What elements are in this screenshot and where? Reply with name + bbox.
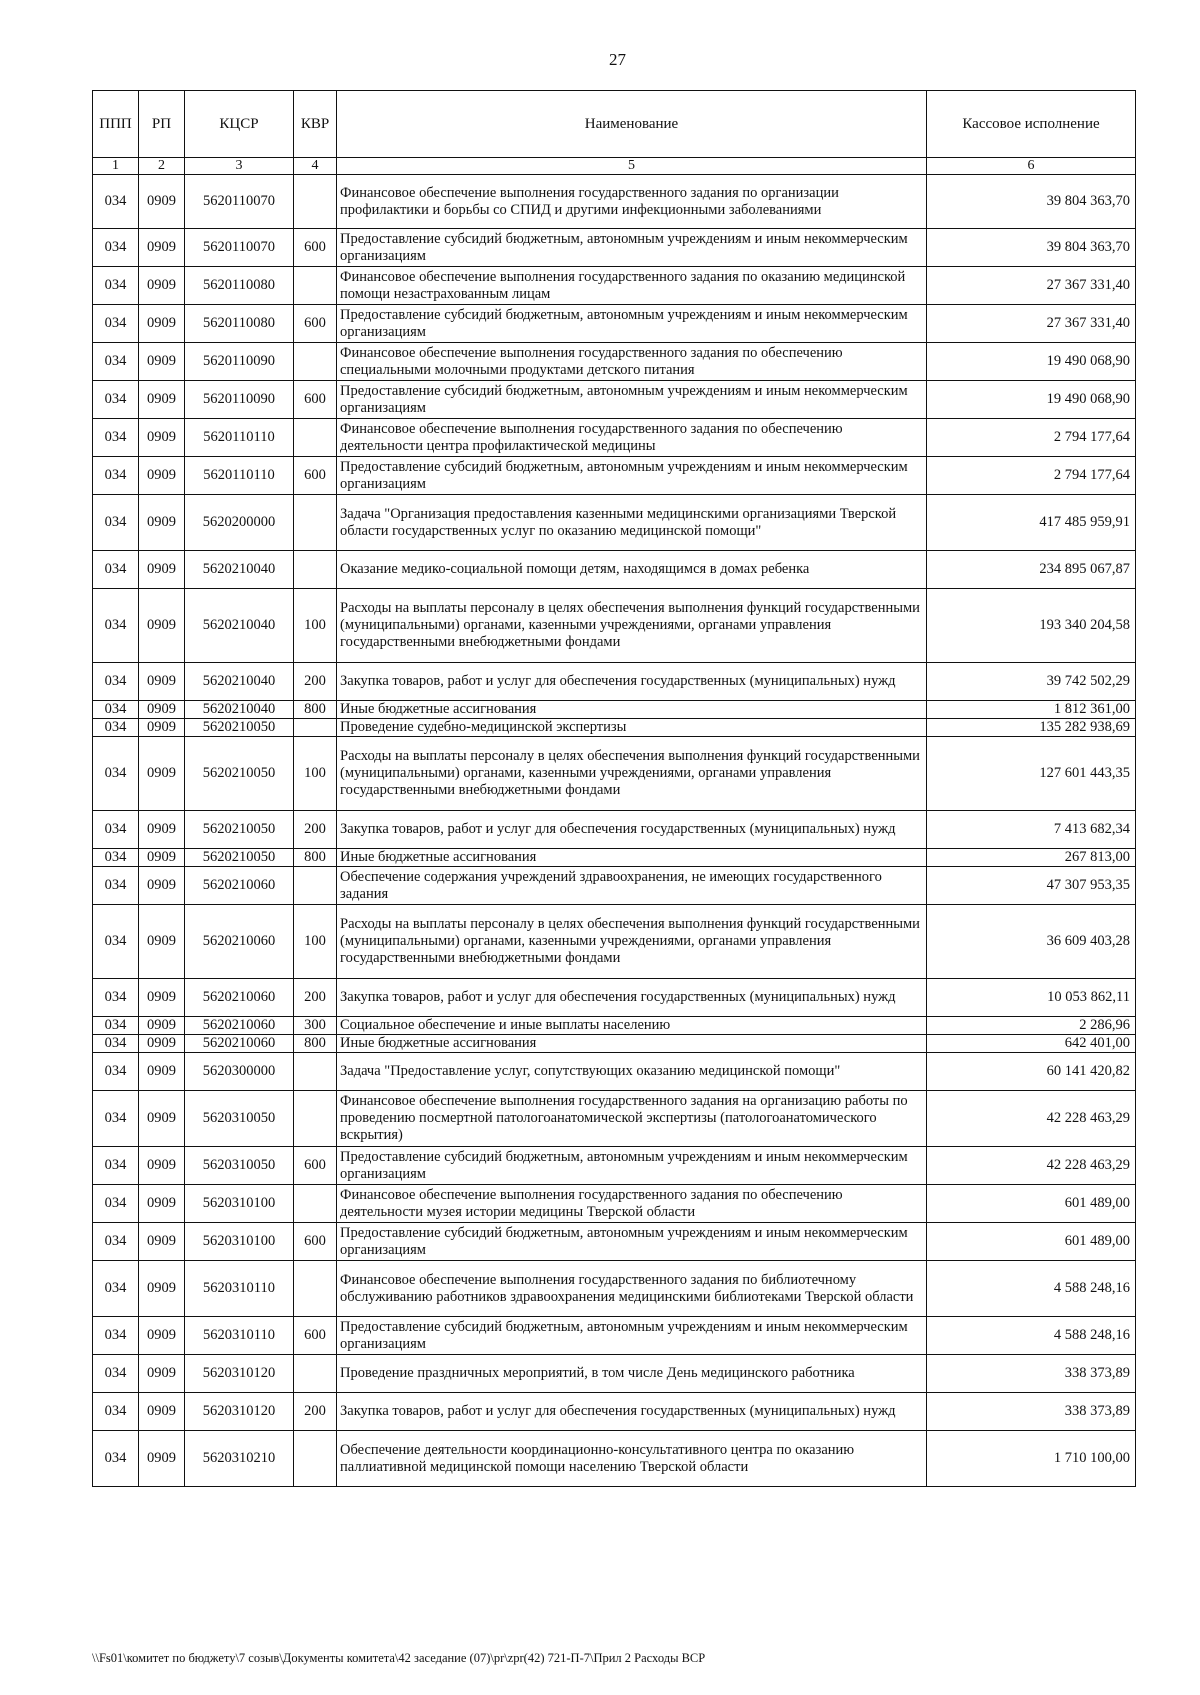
column-number: 3 <box>185 158 294 175</box>
cell-kvr: 600 <box>294 457 337 495</box>
table-row <box>93 701 1136 719</box>
cell-kvr: 200 <box>294 811 337 849</box>
cell-ppp: 034 <box>93 1185 139 1223</box>
cell-amount: 1 710 100,00 <box>927 1431 1136 1487</box>
cell-kcsr: 5620210060 <box>185 979 294 1017</box>
cell-amount: 2 794 177,64 <box>927 457 1136 495</box>
cell-name: Иные бюджетные ассигнования <box>337 1035 927 1053</box>
cell-name: Закупка товаров, работ и услуг для обеспечения государственных (муниципальных) нужд <box>337 663 927 701</box>
cell-rp: 0909 <box>139 701 185 719</box>
cell-kvr: 600 <box>294 229 337 267</box>
cell-ppp: 034 <box>93 663 139 701</box>
cell-ppp: 034 <box>93 381 139 419</box>
cell-kvr: 200 <box>294 1393 337 1431</box>
table-row <box>93 419 1136 457</box>
table-row <box>93 381 1136 419</box>
cell-kvr: 800 <box>294 701 337 719</box>
cell-kcsr: 5620110080 <box>185 305 294 343</box>
table-row <box>93 719 1136 737</box>
cell-name: Финансовое обеспечение выполнения государственного задания по обеспечению деятельности центра профилактической медицины <box>337 419 927 457</box>
cell-ppp: 034 <box>93 343 139 381</box>
column-number: 4 <box>294 158 337 175</box>
cell-amount: 338 373,89 <box>927 1393 1136 1431</box>
cell-kvr <box>294 343 337 381</box>
cell-kcsr: 5620310100 <box>185 1185 294 1223</box>
cell-ppp: 034 <box>93 1261 139 1317</box>
table-row <box>93 811 1136 849</box>
cell-amount: 1 812 361,00 <box>927 701 1136 719</box>
cell-name: Задача "Организация предоставления казенными медицинскими организациями Тверской области государственных услуг по оказанию медицинской помощи" <box>337 495 927 551</box>
cell-name: Закупка товаров, работ и услуг для обеспечения государственных (муниципальных) нужд <box>337 979 927 1017</box>
header-ppp: ППП <box>93 91 139 158</box>
cell-ppp: 034 <box>93 267 139 305</box>
cell-ppp: 034 <box>93 719 139 737</box>
cell-kcsr: 5620310120 <box>185 1393 294 1431</box>
cell-kvr: 100 <box>294 589 337 663</box>
cell-kcsr: 5620210040 <box>185 663 294 701</box>
cell-ppp: 034 <box>93 849 139 867</box>
cell-kvr: 100 <box>294 737 337 811</box>
cell-ppp: 034 <box>93 1035 139 1053</box>
table-row <box>93 1053 1136 1091</box>
cell-name: Расходы на выплаты персоналу в целях обеспечения выполнения функций государственными (муниципальными) органами, казенными учреждениями, органами управления государственными внебюджетными фондами <box>337 737 927 811</box>
cell-kvr <box>294 1355 337 1393</box>
cell-kvr: 600 <box>294 1317 337 1355</box>
table-row <box>93 1317 1136 1355</box>
cell-rp: 0909 <box>139 719 185 737</box>
cell-rp: 0909 <box>139 267 185 305</box>
table-row <box>93 905 1136 979</box>
cell-kcsr: 5620310050 <box>185 1091 294 1147</box>
column-number: 2 <box>139 158 185 175</box>
cell-rp: 0909 <box>139 589 185 663</box>
cell-name: Социальное обеспечение и иные выплаты населению <box>337 1017 927 1035</box>
cell-kcsr: 5620200000 <box>185 495 294 551</box>
table-row <box>93 1393 1136 1431</box>
cell-rp: 0909 <box>139 1431 185 1487</box>
cell-rp: 0909 <box>139 979 185 1017</box>
cell-kvr <box>294 1053 337 1091</box>
cell-name: Предоставление субсидий бюджетным, автономным учреждениям и иным некоммерческим организациям <box>337 1317 927 1355</box>
cell-kvr: 600 <box>294 1147 337 1185</box>
cell-kcsr: 5620110070 <box>185 229 294 267</box>
cell-ppp: 034 <box>93 1393 139 1431</box>
cell-ppp: 034 <box>93 589 139 663</box>
cell-rp: 0909 <box>139 343 185 381</box>
cell-amount: 193 340 204,58 <box>927 589 1136 663</box>
cell-ppp: 034 <box>93 175 139 229</box>
cell-ppp: 034 <box>93 551 139 589</box>
cell-name: Финансовое обеспечение выполнения государственного задания по оказанию медицинской помощи незастрахованным лицам <box>337 267 927 305</box>
cell-name: Предоставление субсидий бюджетным, автономным учреждениям и иным некоммерческим организациям <box>337 457 927 495</box>
cell-name: Проведение судебно-медицинской экспертизы <box>337 719 927 737</box>
cell-amount: 42 228 463,29 <box>927 1091 1136 1147</box>
cell-kvr <box>294 495 337 551</box>
cell-kcsr: 5620110110 <box>185 419 294 457</box>
table-row <box>93 305 1136 343</box>
cell-kcsr: 5620210040 <box>185 551 294 589</box>
cell-ppp: 034 <box>93 1355 139 1393</box>
cell-name: Обеспечение деятельности координационно-консультативного центра по оказанию паллиативной медицинской помощи населению Тверской области <box>337 1431 927 1487</box>
cell-name: Расходы на выплаты персоналу в целях обеспечения выполнения функций государственными (муниципальными) органами, казенными учреждениями, органами управления государственными внебюджетными фондами <box>337 589 927 663</box>
cell-rp: 0909 <box>139 1317 185 1355</box>
cell-amount: 60 141 420,82 <box>927 1053 1136 1091</box>
cell-amount: 27 367 331,40 <box>927 267 1136 305</box>
cell-amount: 127 601 443,35 <box>927 737 1136 811</box>
cell-kvr <box>294 419 337 457</box>
cell-amount: 234 895 067,87 <box>927 551 1136 589</box>
cell-amount: 135 282 938,69 <box>927 719 1136 737</box>
cell-name: Предоставление субсидий бюджетным, автономным учреждениям и иным некоммерческим организациям <box>337 305 927 343</box>
cell-rp: 0909 <box>139 457 185 495</box>
cell-kvr <box>294 867 337 905</box>
cell-rp: 0909 <box>139 1091 185 1147</box>
cell-kvr <box>294 1261 337 1317</box>
table-row <box>93 1147 1136 1185</box>
header-kvr: КВР <box>294 91 337 158</box>
cell-kcsr: 5620310050 <box>185 1147 294 1185</box>
table-row <box>93 1185 1136 1223</box>
header-amount: Кассовое исполнение <box>927 91 1136 158</box>
cell-amount: 39 804 363,70 <box>927 229 1136 267</box>
cell-name: Иные бюджетные ассигнования <box>337 701 927 719</box>
cell-kcsr: 5620210060 <box>185 905 294 979</box>
cell-name: Предоставление субсидий бюджетным, автономным учреждениям и иным некоммерческим организациям <box>337 229 927 267</box>
cell-kvr: 800 <box>294 849 337 867</box>
cell-name: Закупка товаров, работ и услуг для обеспечения государственных (муниципальных) нужд <box>337 811 927 849</box>
table-row <box>93 495 1136 551</box>
cell-rp: 0909 <box>139 1017 185 1035</box>
cell-ppp: 034 <box>93 419 139 457</box>
cell-kvr: 100 <box>294 905 337 979</box>
cell-kcsr: 5620310110 <box>185 1261 294 1317</box>
cell-name: Предоставление субсидий бюджетным, автономным учреждениям и иным некоммерческим организациям <box>337 1223 927 1261</box>
cell-kcsr: 5620210050 <box>185 811 294 849</box>
budget-table <box>92 90 1136 1487</box>
cell-amount: 417 485 959,91 <box>927 495 1136 551</box>
cell-rp: 0909 <box>139 1147 185 1185</box>
cell-kcsr: 5620310110 <box>185 1317 294 1355</box>
cell-kcsr: 5620210060 <box>185 1017 294 1035</box>
cell-kcsr: 5620310120 <box>185 1355 294 1393</box>
cell-amount: 338 373,89 <box>927 1355 1136 1393</box>
cell-ppp: 034 <box>93 457 139 495</box>
cell-amount: 642 401,00 <box>927 1035 1136 1053</box>
cell-name: Финансовое обеспечение выполнения государственного задания по библиотечному обслуживанию работников здравоохранения медицинскими библиотеками Тверской области <box>337 1261 927 1317</box>
cell-amount: 27 367 331,40 <box>927 305 1136 343</box>
cell-kcsr: 5620110090 <box>185 343 294 381</box>
cell-ppp: 034 <box>93 1431 139 1487</box>
table-row <box>93 1035 1136 1053</box>
cell-name: Расходы на выплаты персоналу в целях обеспечения выполнения функций государственными (муниципальными) органами, казенными учреждениями, органами управления государственными внебюджетными фондами <box>337 905 927 979</box>
cell-kvr: 200 <box>294 979 337 1017</box>
table-row <box>93 849 1136 867</box>
cell-kcsr: 5620210050 <box>185 737 294 811</box>
cell-ppp: 034 <box>93 737 139 811</box>
page-number: 27 <box>609 50 626 69</box>
table-row <box>93 1017 1136 1035</box>
cell-ppp: 034 <box>93 1317 139 1355</box>
cell-kvr: 300 <box>294 1017 337 1035</box>
cell-amount: 2 794 177,64 <box>927 419 1136 457</box>
cell-rp: 0909 <box>139 1185 185 1223</box>
cell-amount: 2 286,96 <box>927 1017 1136 1035</box>
cell-kcsr: 5620110080 <box>185 267 294 305</box>
cell-amount: 47 307 953,35 <box>927 867 1136 905</box>
cell-kcsr: 5620310100 <box>185 1223 294 1261</box>
cell-ppp: 034 <box>93 811 139 849</box>
cell-name: Обеспечение содержания учреждений здравоохранения, не имеющих государственного задания <box>337 867 927 905</box>
table-row <box>93 589 1136 663</box>
cell-rp: 0909 <box>139 305 185 343</box>
cell-rp: 0909 <box>139 1053 185 1091</box>
cell-kcsr: 5620210060 <box>185 1035 294 1053</box>
cell-kvr <box>294 551 337 589</box>
header-name: Наименование <box>337 91 927 158</box>
cell-rp: 0909 <box>139 1223 185 1261</box>
cell-rp: 0909 <box>139 495 185 551</box>
cell-ppp: 034 <box>93 979 139 1017</box>
cell-kvr <box>294 719 337 737</box>
cell-amount: 42 228 463,29 <box>927 1147 1136 1185</box>
cell-kcsr: 5620210040 <box>185 701 294 719</box>
cell-kvr: 800 <box>294 1035 337 1053</box>
cell-rp: 0909 <box>139 663 185 701</box>
cell-amount: 19 490 068,90 <box>927 381 1136 419</box>
cell-name: Финансовое обеспечение выполнения государственного задания по обеспечению специальными молочными продуктами детского питания <box>337 343 927 381</box>
table-row <box>93 867 1136 905</box>
cell-name: Задача "Предоставление услуг, сопутствующих оказанию медицинской помощи" <box>337 1053 927 1091</box>
cell-rp: 0909 <box>139 811 185 849</box>
table-row <box>93 663 1136 701</box>
cell-ppp: 034 <box>93 701 139 719</box>
cell-kcsr: 5620210060 <box>185 867 294 905</box>
cell-kvr <box>294 175 337 229</box>
cell-kvr <box>294 267 337 305</box>
cell-rp: 0909 <box>139 1393 185 1431</box>
header-kcsr: КЦСР <box>185 91 294 158</box>
column-number: 6 <box>927 158 1136 175</box>
cell-kvr <box>294 1091 337 1147</box>
cell-rp: 0909 <box>139 419 185 457</box>
cell-kvr <box>294 1185 337 1223</box>
column-number-row <box>93 158 1136 175</box>
cell-name: Иные бюджетные ассигнования <box>337 849 927 867</box>
cell-amount: 601 489,00 <box>927 1223 1136 1261</box>
cell-name: Финансовое обеспечение выполнения государственного задания по обеспечению деятельности музея истории медицины Тверской области <box>337 1185 927 1223</box>
cell-kcsr: 5620210050 <box>185 719 294 737</box>
table-row <box>93 551 1136 589</box>
cell-amount: 601 489,00 <box>927 1185 1136 1223</box>
cell-ppp: 034 <box>93 229 139 267</box>
table-header-row <box>93 91 1136 158</box>
cell-kvr: 600 <box>294 1223 337 1261</box>
cell-kcsr: 5620210050 <box>185 849 294 867</box>
cell-rp: 0909 <box>139 381 185 419</box>
table-row <box>93 1261 1136 1317</box>
table-row <box>93 229 1136 267</box>
cell-rp: 0909 <box>139 737 185 811</box>
cell-ppp: 034 <box>93 905 139 979</box>
cell-amount: 39 742 502,29 <box>927 663 1136 701</box>
cell-rp: 0909 <box>139 551 185 589</box>
cell-rp: 0909 <box>139 1035 185 1053</box>
cell-kcsr: 5620310210 <box>185 1431 294 1487</box>
table-row <box>93 457 1136 495</box>
column-number: 1 <box>93 158 139 175</box>
cell-ppp: 034 <box>93 1223 139 1261</box>
cell-rp: 0909 <box>139 1355 185 1393</box>
table-row <box>93 343 1136 381</box>
table-row <box>93 979 1136 1017</box>
cell-amount: 4 588 248,16 <box>927 1317 1136 1355</box>
table-row <box>93 1431 1136 1487</box>
cell-ppp: 034 <box>93 1147 139 1185</box>
header-rp: РП <box>139 91 185 158</box>
table-row <box>93 1091 1136 1147</box>
cell-ppp: 034 <box>93 867 139 905</box>
cell-name: Финансовое обеспечение выполнения государственного задания на организацию работы по проведению посмертной патологоанатомической экспертизы (патологоанатомического вскрытия) <box>337 1091 927 1147</box>
table-row <box>93 1355 1136 1393</box>
cell-name: Предоставление субсидий бюджетным, автономным учреждениям и иным некоммерческим организациям <box>337 1147 927 1185</box>
cell-amount: 39 804 363,70 <box>927 175 1136 229</box>
cell-name: Предоставление субсидий бюджетным, автономным учреждениям и иным некоммерческим организациям <box>337 381 927 419</box>
cell-ppp: 034 <box>93 495 139 551</box>
cell-amount: 267 813,00 <box>927 849 1136 867</box>
cell-kvr <box>294 1431 337 1487</box>
cell-amount: 19 490 068,90 <box>927 343 1136 381</box>
cell-amount: 36 609 403,28 <box>927 905 1136 979</box>
column-number: 5 <box>337 158 927 175</box>
cell-kcsr: 5620110070 <box>185 175 294 229</box>
cell-rp: 0909 <box>139 1261 185 1317</box>
cell-kvr: 600 <box>294 381 337 419</box>
cell-kcsr: 5620110090 <box>185 381 294 419</box>
table-row <box>93 1223 1136 1261</box>
cell-ppp: 034 <box>93 1053 139 1091</box>
cell-rp: 0909 <box>139 867 185 905</box>
table-row <box>93 737 1136 811</box>
cell-rp: 0909 <box>139 849 185 867</box>
cell-name: Оказание медико-социальной помощи детям, находящимся в домах ребенка <box>337 551 927 589</box>
cell-rp: 0909 <box>139 905 185 979</box>
cell-kcsr: 5620210040 <box>185 589 294 663</box>
cell-name: Закупка товаров, работ и услуг для обеспечения государственных (муниципальных) нужд <box>337 1393 927 1431</box>
table-row <box>93 175 1136 229</box>
footer-file-path: \\Fs01\комитет по бюджету\7 созыв\Документы комитета\42 заседание (07)\pr\zpr(42) 721-П-7\Прил 2 Расходы ВСР <box>92 1651 706 1665</box>
cell-kcsr: 5620300000 <box>185 1053 294 1091</box>
cell-amount: 10 053 862,11 <box>927 979 1136 1017</box>
cell-ppp: 034 <box>93 1091 139 1147</box>
cell-amount: 7 413 682,34 <box>927 811 1136 849</box>
table-row <box>93 267 1136 305</box>
cell-ppp: 034 <box>93 1017 139 1035</box>
cell-rp: 0909 <box>139 175 185 229</box>
cell-name: Финансовое обеспечение выполнения государственного задания по организации профилактики и борьбы со СПИД и другими инфекционными заболеваниями <box>337 175 927 229</box>
cell-amount: 4 588 248,16 <box>927 1261 1136 1317</box>
cell-rp: 0909 <box>139 229 185 267</box>
cell-kvr: 600 <box>294 305 337 343</box>
cell-ppp: 034 <box>93 305 139 343</box>
cell-name: Проведение праздничных мероприятий, в том числе День медицинского работника <box>337 1355 927 1393</box>
cell-kvr: 200 <box>294 663 337 701</box>
cell-kcsr: 5620110110 <box>185 457 294 495</box>
